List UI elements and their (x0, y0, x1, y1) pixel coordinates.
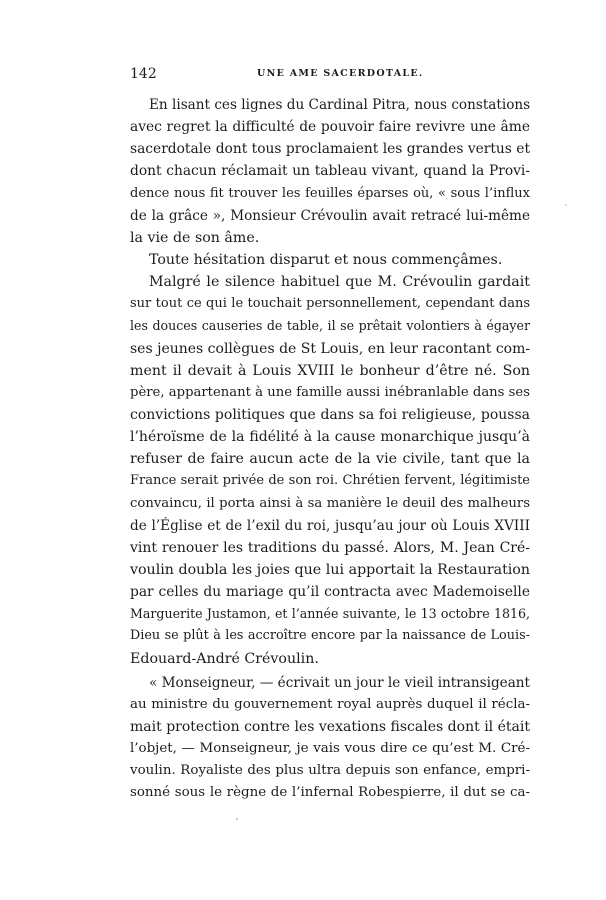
text-line: dont chacun réclamait un tableau vivant, quand la Provi- (130, 163, 530, 180)
text-line: France serait privée de son roi. Chrétien fervent, légitimiste (130, 473, 530, 489)
text-line: voulin. Royaliste des plus ultra depuis son enfance, empri- (130, 763, 530, 779)
text-line: ment il devait à Louis XVIII le bonheur d’être né. Son (130, 362, 530, 379)
running-title: UNE AME SACERDOTALE. (257, 68, 424, 79)
text-line: avec regret la difficulté de pouvoir faire revivre une âme (130, 119, 530, 136)
text-line: l’objet, — Monseigneur, je vais vous dire ce qu’est M. Cré- (130, 741, 530, 757)
text-line: de l’Église et de l’exil du roi, jusqu’au jour où Louis XVIII (130, 517, 530, 534)
page-number: 142 (130, 66, 157, 82)
page-header (130, 66, 530, 84)
scan-speck (565, 204, 567, 206)
text-line: sur tout ce qui le touchait personnellement, cependant dans (130, 296, 530, 312)
paragraph (130, 271, 530, 670)
text-line: Malgré le silence habituel que M. Crévoulin gardait (149, 274, 530, 291)
text-line: de la grâce », Monsieur Crévoulin avait retracé lui-même (130, 207, 530, 224)
text-line: père, appartenant à une famille aussi inébranlable dans ses (130, 384, 530, 400)
text-line: sacerdotale dont tous proclamaient les grandes vertus et (130, 141, 530, 158)
text-line: convictions politiques que dans sa foi religieuse, poussa (130, 406, 530, 423)
text-line: Marguerite Justamon, et l’année suivante, le 13 octobre 1816, (130, 606, 530, 622)
text-line: les douces causeries de table, il se prêtait volontiers à égayer (130, 318, 530, 334)
text-line: par celles du mariage qu’il contracta avec Mademoiselle (130, 584, 530, 601)
text-line: En lisant ces lignes du Cardinal Pitra, nous constations (149, 97, 531, 113)
text-line: « Monseigneur, — écrivait un jour le vieil intransigeant (149, 674, 531, 691)
text-line: la vie de son âme. (130, 229, 260, 246)
paragraph (130, 249, 530, 271)
paragraph (130, 672, 530, 805)
scan-speck (236, 818, 238, 820)
body-text (130, 94, 530, 805)
text-line: voulin doubla les joies que lui apportait la Restauration (130, 561, 530, 578)
text-line: Toute hésitation disparut et nous commençâmes. (149, 251, 503, 268)
text-line: dence nous fit trouver les feuilles éparses où, « sous l’influx (130, 185, 530, 201)
text-line: mait protection contre les vexations fiscales dont il était (130, 718, 530, 735)
text-line: convaincu, il porta ainsi à sa manière le deuil des malheurs (130, 495, 530, 511)
text-line: au ministre du gouvernement royal auprès duquel il récla- (130, 696, 530, 712)
text-line: refuser de faire aucun acte de la vie civile, tant que la (130, 451, 530, 468)
text-line: vint renouer les traditions du passé. Alors, M. Jean Cré- (130, 539, 530, 556)
text-line: Dieu se plût à les accroître encore par la naissance de Louis- (130, 628, 530, 644)
paragraph (130, 94, 530, 249)
text-line: Edouard-André Crévoulin. (130, 650, 319, 667)
text-line: sonné sous le règne de l’infernal Robespierre, il dut se ca- (130, 785, 530, 801)
text-line: l’héroïsme de la fidélité à la cause monarchique jusqu’à (130, 429, 530, 446)
text-line: ses jeunes collègues de St Louis, en leur racontant com- (130, 340, 531, 357)
